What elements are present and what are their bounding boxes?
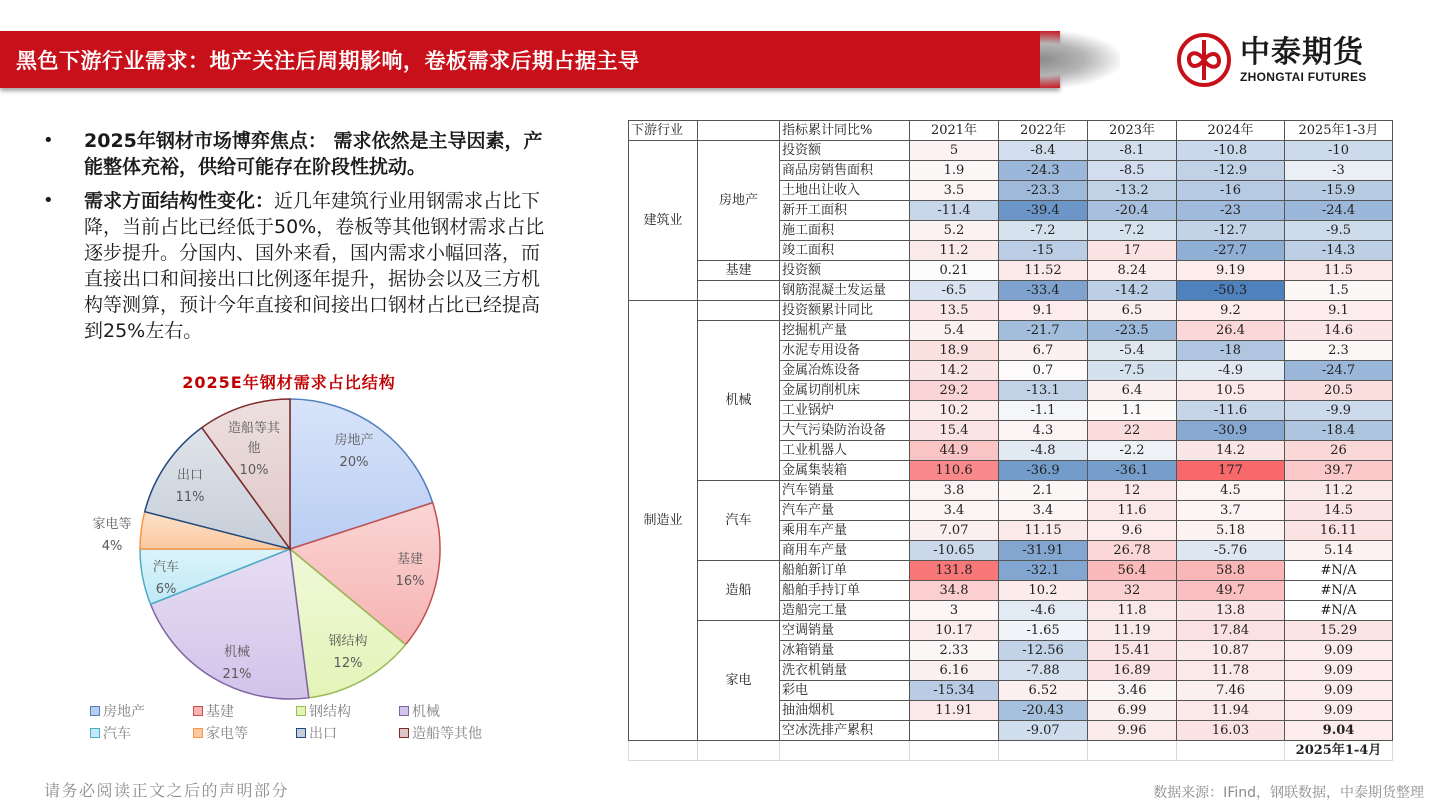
indicator-cell: 新开工面积: [780, 201, 910, 221]
value-cell: 11.78: [1177, 661, 1285, 681]
value-cell: 44.9: [910, 441, 999, 461]
value-cell: 16.89: [1088, 661, 1177, 681]
value-cell: 49.7: [1177, 581, 1285, 601]
slice-label: 基建: [396, 552, 424, 567]
slice-label: 房地产: [334, 433, 374, 448]
sub-industry-cell: 造船: [698, 561, 780, 621]
value-cell: 4.5: [1177, 481, 1285, 501]
sub-industry-cell: 房地产: [698, 141, 780, 261]
indicator-cell: 造船完工量: [780, 601, 910, 621]
value-cell: -5.76: [1177, 541, 1285, 561]
sub-industry-cell: [698, 301, 780, 321]
value-cell: 15.4: [910, 421, 999, 441]
value-cell: 3.8: [910, 481, 999, 501]
value-cell: 14.5: [1285, 501, 1393, 521]
value-cell: 16.03: [1177, 721, 1285, 741]
value-cell: 177: [1177, 461, 1285, 481]
value-cell: 3.5: [910, 181, 999, 201]
value-cell: -18: [1177, 341, 1285, 361]
value-cell: -5.4: [1088, 341, 1177, 361]
sub-industry-cell: 家电: [698, 621, 780, 741]
value-cell: 13.8: [1177, 601, 1285, 621]
table-row: [629, 141, 1393, 161]
value-cell: 32: [1088, 581, 1177, 601]
industry-cell: 建筑业: [629, 141, 698, 301]
header-indicator: 指标累计同比%: [780, 121, 910, 141]
header-industry: 下游行业: [629, 121, 698, 141]
value-cell: 9.09: [1285, 681, 1393, 701]
value-cell: 0.7: [999, 361, 1088, 381]
value-cell: -8.1: [1088, 141, 1177, 161]
table-row: [629, 301, 1393, 321]
value-cell: -10: [1285, 141, 1393, 161]
value-cell: 58.8: [1177, 561, 1285, 581]
value-cell: -24.4: [1285, 201, 1393, 221]
value-cell: 9.1: [1285, 301, 1393, 321]
value-cell: 3.4: [910, 501, 999, 521]
bullet-item: [40, 128, 580, 180]
value-cell: -50.3: [1177, 281, 1285, 301]
value-cell: 1.9: [910, 161, 999, 181]
value-cell: 11.5: [1285, 261, 1393, 281]
slice-label: 机械: [223, 645, 251, 660]
indicator-cell: 商用车产量: [780, 541, 910, 561]
downstream-demand-table: [628, 120, 1393, 761]
slice-label: 钢结构: [328, 634, 368, 649]
indicator-cell: 投资额: [780, 261, 910, 281]
value-cell: [910, 721, 999, 741]
value-cell: 7.46: [1177, 681, 1285, 701]
value-cell: 110.6: [910, 461, 999, 481]
value-cell: -4.8: [999, 441, 1088, 461]
legend-row: [90, 722, 520, 744]
legend-swatch: [193, 728, 203, 738]
legend-swatch: [296, 706, 306, 716]
value-cell: 8.24: [1088, 261, 1177, 281]
value-cell: -8.4: [999, 141, 1088, 161]
table-header-row: [629, 121, 1393, 141]
legend-item-auto: 汽车: [90, 723, 193, 743]
value-cell: -1.1: [999, 401, 1088, 421]
value-cell: -20.43: [999, 701, 1088, 721]
indicator-cell: 投资额: [780, 141, 910, 161]
indicator-cell: 土地出让收入: [780, 181, 910, 201]
pie-chart-canvas: [84, 366, 514, 706]
table-row: [629, 621, 1393, 641]
value-cell: -10.65: [910, 541, 999, 561]
empty-cell: [999, 741, 1088, 761]
slice-label: 造船等其: [227, 421, 281, 436]
value-cell: 10.2: [910, 401, 999, 421]
zhongtai-logo-icon: [1176, 32, 1232, 88]
value-cell: 7.07: [910, 521, 999, 541]
value-cell: -8.5: [1088, 161, 1177, 181]
value-cell: 10.2: [999, 581, 1088, 601]
value-cell: -36.1: [1088, 461, 1177, 481]
table-footer-row: [629, 741, 1393, 761]
value-cell: -14.3: [1285, 241, 1393, 261]
empty-cell: [910, 741, 999, 761]
value-cell: 3.46: [1088, 681, 1177, 701]
value-cell: 9.09: [1285, 661, 1393, 681]
header-2025q1: 2025年1-3月: [1285, 121, 1393, 141]
legend-item-steel-structure: 钢结构: [296, 701, 399, 721]
title-bar-shadow: [1040, 31, 1120, 88]
value-cell: -1.65: [999, 621, 1088, 641]
value-cell: 131.8: [910, 561, 999, 581]
value-cell: 1.5: [1285, 281, 1393, 301]
indicator-cell: 钢筋混凝土发运量: [780, 281, 910, 301]
value-cell: -3: [1285, 161, 1393, 181]
footer-period-note: 2025年1-4月: [1285, 741, 1393, 761]
sub-industry-cell: 汽车: [698, 481, 780, 561]
value-cell: 11.91: [910, 701, 999, 721]
indicator-cell: 金属集装箱: [780, 461, 910, 481]
bullet-text: [84, 188, 554, 344]
value-cell: 9.6: [1088, 521, 1177, 541]
value-cell: -12.7: [1177, 221, 1285, 241]
indicator-cell: 汽车销量: [780, 481, 910, 501]
bullet-text: [84, 128, 554, 180]
legend-swatch: [399, 706, 409, 716]
industry-cell: 制造业: [629, 301, 698, 741]
slice-percent: 4%: [101, 539, 123, 554]
value-cell: 15.41: [1088, 641, 1177, 661]
value-cell: 13.5: [910, 301, 999, 321]
legend-item-machinery: 机械: [399, 701, 502, 721]
value-cell: -16: [1177, 181, 1285, 201]
slice-percent: 10%: [239, 463, 269, 478]
value-cell: -27.7: [1177, 241, 1285, 261]
indicator-cell: 空调销量: [780, 621, 910, 641]
value-cell: 0.21: [910, 261, 999, 281]
slice-label: 家电等: [92, 517, 132, 532]
value-cell: -10.8: [1177, 141, 1285, 161]
value-cell: -15: [999, 241, 1088, 261]
indicator-cell: 投资额累计同比: [780, 301, 910, 321]
value-cell: 11.15: [999, 521, 1088, 541]
legend-item-appliances: 家电等: [193, 723, 296, 743]
value-cell: -11.4: [910, 201, 999, 221]
value-cell: -39.4: [999, 201, 1088, 221]
value-cell: 15.29: [1285, 621, 1393, 641]
sub-industry-cell: 机械: [698, 321, 780, 481]
value-cell: -7.88: [999, 661, 1088, 681]
bullet-item: [40, 188, 580, 344]
indicator-cell: 冰箱销量: [780, 641, 910, 661]
value-cell: 11.8: [1088, 601, 1177, 621]
value-cell: -24.7: [1285, 361, 1393, 381]
bullet-body: 需求依然是主导因素，产能整体充裕，供给可能存在阶段性扰动。: [84, 130, 543, 178]
indicator-cell: 商品房销售面积: [780, 161, 910, 181]
value-cell: 26.78: [1088, 541, 1177, 561]
table-row: [629, 561, 1393, 581]
indicator-cell: 船舶手持订单: [780, 581, 910, 601]
value-cell: -4.9: [1177, 361, 1285, 381]
value-cell: -15.34: [910, 681, 999, 701]
value-cell: 17.84: [1177, 621, 1285, 641]
header-2024: 2024年: [1177, 121, 1285, 141]
page-title: 黑色下游行业需求：地产关注后周期影响，卷板需求后期占据主导: [16, 48, 640, 73]
value-cell: 10.5: [1177, 381, 1285, 401]
value-cell: -6.5: [910, 281, 999, 301]
value-cell: -20.4: [1088, 201, 1177, 221]
empty-cell: [629, 741, 698, 761]
chart-legend: [90, 700, 520, 744]
value-cell: 14.2: [910, 361, 999, 381]
value-cell: 34.8: [910, 581, 999, 601]
indicator-cell: 抽油烟机: [780, 701, 910, 721]
pie-chart: [84, 366, 514, 756]
slice-percent: 16%: [395, 574, 425, 589]
table-row: [629, 481, 1393, 501]
value-cell: 9.2: [1177, 301, 1285, 321]
indicator-cell: 工业锅炉: [780, 401, 910, 421]
legend-swatch: [296, 728, 306, 738]
value-cell: 20.5: [1285, 381, 1393, 401]
slice-percent: 20%: [339, 455, 369, 470]
bullet-heading: 需求方面结构性变化：: [84, 190, 275, 212]
indicator-cell: 工业机器人: [780, 441, 910, 461]
value-cell: -21.7: [999, 321, 1088, 341]
legend-row: [90, 700, 520, 722]
sub-industry-cell: [698, 281, 780, 301]
legend-swatch: [193, 706, 203, 716]
logo-english-name: ZHONGTAI FUTURES: [1240, 70, 1367, 84]
indicator-cell: 金属切削机床: [780, 381, 910, 401]
logo-chinese-name: 中泰期货: [1240, 35, 1364, 70]
value-cell: 2.33: [910, 641, 999, 661]
value-cell: 14.2: [1177, 441, 1285, 461]
indicator-cell: 洗衣机销量: [780, 661, 910, 681]
value-cell: 6.5: [1088, 301, 1177, 321]
value-cell: -23.3: [999, 181, 1088, 201]
value-cell: 16.11: [1285, 521, 1393, 541]
value-cell: 4.3: [999, 421, 1088, 441]
value-cell: 17: [1088, 241, 1177, 261]
value-cell: 9.09: [1285, 641, 1393, 661]
slice-label: 出口: [176, 468, 204, 483]
value-cell: -30.9: [1177, 421, 1285, 441]
value-cell: 10.87: [1177, 641, 1285, 661]
value-cell: -4.6: [999, 601, 1088, 621]
legend-swatch: [399, 728, 409, 738]
value-cell: -12.56: [999, 641, 1088, 661]
legend-swatch: [90, 728, 100, 738]
value-cell: 3: [910, 601, 999, 621]
title-bar: [0, 31, 1060, 88]
value-cell: -24.3: [999, 161, 1088, 181]
bullet-list: [40, 128, 580, 352]
header-2022: 2022年: [999, 121, 1088, 141]
table-row: [629, 321, 1393, 341]
table-row: [629, 281, 1393, 301]
value-cell: 5.4: [910, 321, 999, 341]
value-cell: 10.17: [910, 621, 999, 641]
value-cell: -32.1: [999, 561, 1088, 581]
value-cell: 6.52: [999, 681, 1088, 701]
value-cell: 2.1: [999, 481, 1088, 501]
value-cell: 11.2: [910, 241, 999, 261]
value-cell: -12.9: [1177, 161, 1285, 181]
bullet-dot: •: [43, 130, 54, 151]
legend-item-shipbuilding-other: 造船等其他: [399, 723, 502, 743]
value-cell: 5.2: [910, 221, 999, 241]
value-cell: -2.2: [1088, 441, 1177, 461]
legend-item-real-estate: 房地产: [90, 701, 193, 721]
value-cell: -13.1: [999, 381, 1088, 401]
indicator-cell: 金属冶炼设备: [780, 361, 910, 381]
slice-label: 汽车: [152, 560, 180, 575]
empty-cell: [1177, 741, 1285, 761]
value-cell: 5.18: [1177, 521, 1285, 541]
value-cell: 5: [910, 141, 999, 161]
value-cell: 9.1: [999, 301, 1088, 321]
value-cell: 3.4: [999, 501, 1088, 521]
value-cell: 11.94: [1177, 701, 1285, 721]
header-sub-industry: [698, 121, 780, 141]
value-cell: -9.07: [999, 721, 1088, 741]
slice-percent: 21%: [222, 667, 252, 682]
header-2021: 2021年: [910, 121, 999, 141]
indicator-cell: 乘用车产量: [780, 521, 910, 541]
empty-cell: [780, 741, 910, 761]
company-logo: [1176, 32, 1406, 88]
value-cell: 6.7: [999, 341, 1088, 361]
value-cell: 14.6: [1285, 321, 1393, 341]
value-cell: 9.04: [1285, 721, 1393, 741]
value-cell: 1.1: [1088, 401, 1177, 421]
sub-industry-cell: 基建: [698, 261, 780, 281]
legend-item-export: 出口: [296, 723, 399, 743]
table-row: [629, 261, 1393, 281]
indicator-cell: 空冰洗排产累积: [780, 721, 910, 741]
value-cell: -33.4: [999, 281, 1088, 301]
indicator-cell: 水泥专用设备: [780, 341, 910, 361]
value-cell: -7.2: [1088, 221, 1177, 241]
slice-percent: 12%: [333, 656, 363, 671]
value-cell: 9.19: [1177, 261, 1285, 281]
value-cell: 56.4: [1088, 561, 1177, 581]
value-cell: -23: [1177, 201, 1285, 221]
value-cell: 12: [1088, 481, 1177, 501]
value-cell: 29.2: [910, 381, 999, 401]
value-cell: 11.2: [1285, 481, 1393, 501]
header-2023: 2023年: [1088, 121, 1177, 141]
value-cell: 5.14: [1285, 541, 1393, 561]
value-cell: -7.2: [999, 221, 1088, 241]
indicator-cell: 彩电: [780, 681, 910, 701]
value-cell: -15.9: [1285, 181, 1393, 201]
disclaimer-text: 请务必阅读正文之后的声明部分: [44, 781, 290, 800]
indicator-cell: 施工面积: [780, 221, 910, 241]
indicator-cell: 挖掘机产量: [780, 321, 910, 341]
value-cell: 18.9: [910, 341, 999, 361]
bullet-dot: •: [43, 190, 54, 211]
value-cell: -36.9: [999, 461, 1088, 481]
bullet-body: 近几年建筑行业用钢需求占比下降，当前占比已经低于50%，卷板等其他钢材需求占比逐步提升。分国内、国外来看，国内需求小幅回落，而直接出口和间接出口比例逐年提升，据协会以及三方机构等测算，预计今年直接和间接出口钢材占比已经提高到25%左右。: [84, 190, 545, 342]
value-cell: 6.99: [1088, 701, 1177, 721]
value-cell: 26.4: [1177, 321, 1285, 341]
value-cell: -18.4: [1285, 421, 1393, 441]
bullet-heading: 2025年钢材市场博弈焦点：: [84, 130, 327, 152]
value-cell: 11.52: [999, 261, 1088, 281]
value-cell: -11.6: [1177, 401, 1285, 421]
value-cell: #N/A: [1285, 581, 1393, 601]
value-cell: -14.2: [1088, 281, 1177, 301]
value-cell: 22: [1088, 421, 1177, 441]
value-cell: 11.19: [1088, 621, 1177, 641]
value-cell: -13.2: [1088, 181, 1177, 201]
data-source-text: 数据来源：IFind，钢联数据，中泰期货整理: [1153, 785, 1424, 801]
value-cell: 26: [1285, 441, 1393, 461]
value-cell: 39.7: [1285, 461, 1393, 481]
indicator-cell: 船舶新订单: [780, 561, 910, 581]
legend-item-infrastructure: 基建: [193, 701, 296, 721]
value-cell: 9.96: [1088, 721, 1177, 741]
value-cell: #N/A: [1285, 561, 1393, 581]
value-cell: -9.9: [1285, 401, 1393, 421]
empty-cell: [698, 741, 780, 761]
value-cell: 6.16: [910, 661, 999, 681]
value-cell: -23.5: [1088, 321, 1177, 341]
chart-title: 2025E年钢材需求占比结构: [182, 373, 396, 392]
value-cell: #N/A: [1285, 601, 1393, 621]
indicator-cell: 汽车产量: [780, 501, 910, 521]
value-cell: 6.4: [1088, 381, 1177, 401]
value-cell: -9.5: [1285, 221, 1393, 241]
value-cell: 11.6: [1088, 501, 1177, 521]
value-cell: -31.91: [999, 541, 1088, 561]
slice-label: 他: [247, 441, 261, 456]
slice-percent: 6%: [155, 582, 177, 597]
empty-cell: [1088, 741, 1177, 761]
value-cell: -7.5: [1088, 361, 1177, 381]
value-cell: 3.7: [1177, 501, 1285, 521]
value-cell: 2.3: [1285, 341, 1393, 361]
slice-percent: 11%: [175, 490, 205, 505]
indicator-cell: 竣工面积: [780, 241, 910, 261]
legend-swatch: [90, 706, 100, 716]
indicator-cell: 大气污染防治设备: [780, 421, 910, 441]
value-cell: 9.09: [1285, 701, 1393, 721]
